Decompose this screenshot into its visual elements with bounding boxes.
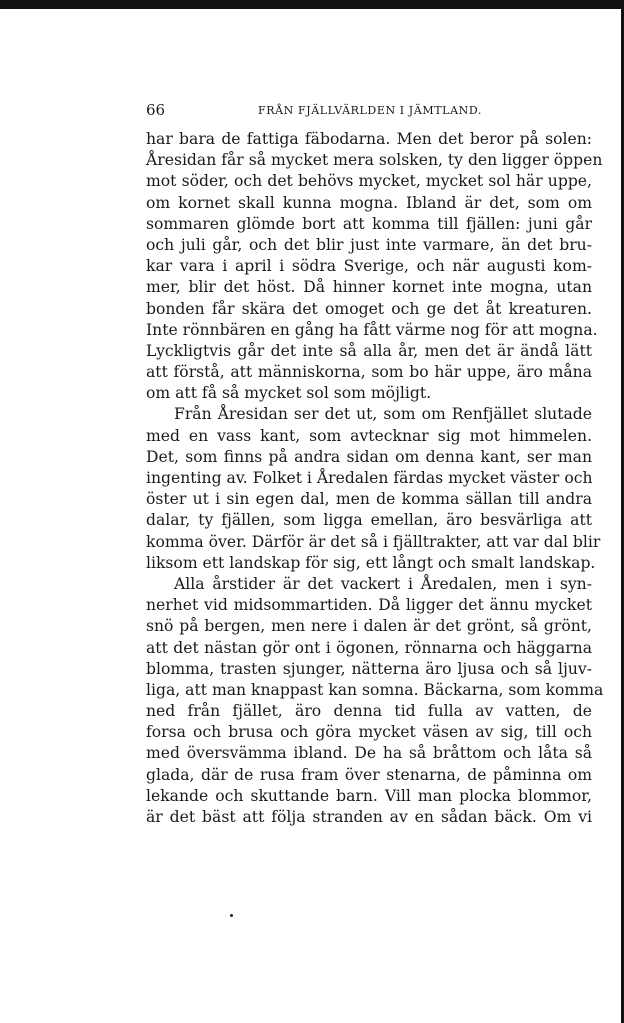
text-line: lekande och skuttande barn. Vill man plocka blommor,	[146, 786, 592, 805]
text-line: Inte rönnbären en gång ha fått värme nog för att mogna.	[146, 320, 598, 339]
text-line: har bara de fattiga fäbodarna. Men det beror på solen:	[146, 130, 592, 148]
text-line: Det, som finns på andra sidan om denna kant, ser man	[146, 447, 592, 466]
text-line: blomma, trasten sjunger, nätterna äro ljusa och så ljuv-	[146, 659, 592, 678]
text-line: dalar, ty fjällen, som ligga emellan, äro besvärliga att	[146, 511, 592, 530]
text-line: Från Åresidan ser det ut, som om Renfjället slutade	[174, 405, 592, 424]
text-line: med översvämma ibland. De ha så bråttom och låta så	[146, 744, 592, 763]
text-line: med en vass kant, som avtecknar sig mot himmelen.	[146, 426, 592, 445]
text-line: Alla årstider är det vackert i Åredalen, men i syn-	[174, 574, 592, 593]
text-line: komma över. Därför är det så i fjälltrakter, att var dal blir	[146, 532, 601, 551]
text-line: ned från fjället, äro denna tid fulla av vatten, de	[146, 702, 592, 721]
text-line: liga, att man knappast kan somna. Bäckarna, som komma	[146, 680, 604, 699]
text-line: bonden får skära det omoget och ge det åt kreaturen.	[146, 299, 592, 318]
text-line: mer, blir det höst. Då hinner kornet inte mogna, utan	[146, 278, 592, 297]
text-line: mot söder, och det behövs mycket, mycket sol här uppe,	[146, 172, 592, 191]
text-line: att det nästan gör ont i ögonen, rönnarna och häggarna	[146, 638, 592, 657]
text-line: sommaren glömde bort att komma till fjällen: juni går	[146, 214, 592, 233]
body-text	[146, 129, 604, 828]
text-line: Lyckligtvis går det inte så alla år, men det är ändå lätt	[146, 341, 592, 360]
text-line: och juli går, och det blir just inte varmare, än det bru-	[146, 235, 592, 254]
text-line: glada, där de rusa fram över stenarna, de påminna om	[146, 765, 592, 784]
text-line: är det bäst att följa stranden av en sådan bäck. Om vi	[146, 808, 592, 826]
text-line: ingenting av. Folket i Åredalen färdas mycket väster och	[146, 469, 593, 487]
page-header	[146, 100, 592, 122]
text-line: snö på bergen, men nere i dalen är det grönt, så grönt,	[146, 617, 592, 636]
text-line: öster ut i sin egen dal, men de komma sällan till andra	[146, 490, 592, 509]
text-line: att förstå, att människorna, som bo här uppe, äro måna	[146, 363, 592, 382]
text-line: nerhet vid midsommartiden. Då ligger det ännu mycket	[146, 596, 592, 615]
text-line: Åresidan får så mycket mera solsken, ty den ligger öppen	[146, 151, 603, 170]
scan-top-border	[0, 0, 624, 9]
page-number: 66	[146, 101, 166, 119]
text-line: om att få så mycket sol som möjligt.	[146, 384, 432, 403]
running-head: FRÅN FJÄLLVÄRLDEN I JÄMTLAND.	[258, 104, 482, 117]
paragraph-1	[146, 129, 603, 404]
text-line: om kornet skall kunna mogna. Ibland är det, som om	[146, 193, 592, 212]
text-line: kar vara i april i södra Sverige, och när augusti kom-	[146, 257, 592, 276]
text-line: liksom ett landskap för sig, ett långt och smalt landskap.	[146, 553, 596, 572]
paragraph-3	[146, 574, 604, 828]
text-line: forsa och brusa och göra mycket väsen av sig, till och	[146, 723, 592, 742]
scan-speck	[230, 914, 233, 917]
paragraph-2	[146, 404, 601, 574]
